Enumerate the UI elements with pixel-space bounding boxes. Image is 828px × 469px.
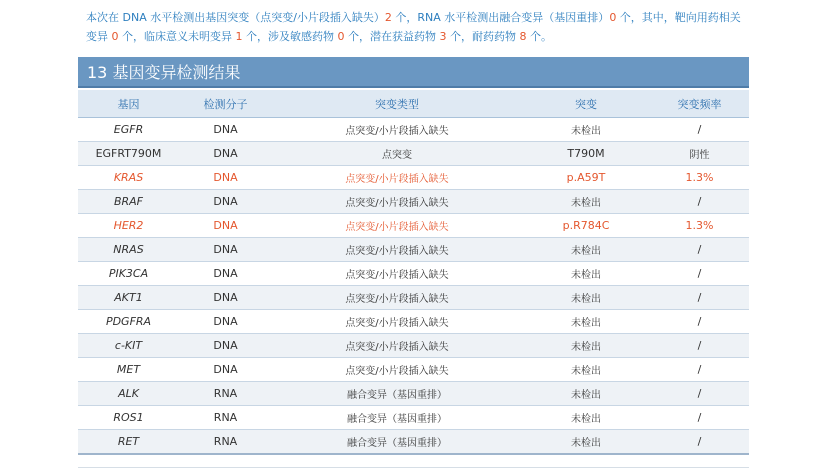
mutation-type-cell: 点突变 [272, 142, 522, 166]
table-row [78, 406, 749, 430]
mutation-cell: p.A59T [522, 166, 650, 190]
gene-cell: RET [78, 430, 179, 455]
mutation-type-cell: 点突变/小片段插入缺失 [272, 238, 522, 262]
mutation-type-cell: 融合变异（基因重排） [272, 406, 522, 430]
gene-result-table [78, 90, 749, 455]
summary-text-part: 个，其中，靶向用药相关 [616, 11, 741, 24]
frequency-cell: / [650, 310, 749, 334]
gene-cell: MET [78, 358, 179, 382]
mutation-type-cell: 点突变/小片段插入缺失 [272, 358, 522, 382]
table-row [78, 118, 749, 142]
molecule-cell: DNA [179, 166, 272, 190]
gene-cell: c-KIT [78, 334, 179, 358]
mutation-type-cell: 点突变/小片段插入缺失 [272, 166, 522, 190]
section-title: 13 基因变异检测结果 [78, 57, 749, 88]
vus-count: 1 [235, 30, 243, 43]
gene-cell: KRAS [78, 166, 179, 190]
frequency-cell: / [650, 286, 749, 310]
dna-mutation-count: 2 [384, 11, 392, 24]
summary-line-2 [86, 27, 756, 46]
sensitive-drug-count: 0 [337, 30, 345, 43]
table-row [78, 190, 749, 214]
frequency-cell: / [650, 334, 749, 358]
gene-cell: NRAS [78, 238, 179, 262]
table-row [78, 310, 749, 334]
molecule-cell: RNA [179, 382, 272, 406]
molecule-cell: RNA [179, 430, 272, 455]
summary-text-part: 变异 [86, 30, 112, 43]
summary-text-part: 个，涉及敏感药物 [242, 30, 338, 43]
rna-fusion-count: 0 [609, 11, 617, 24]
molecule-cell: DNA [179, 286, 272, 310]
mutation-cell: T790M [522, 142, 650, 166]
table-row [78, 334, 749, 358]
frequency-cell: 阴性 [650, 142, 749, 166]
mutation-type-cell: 融合变异（基因重排） [272, 382, 522, 406]
mutation-cell: 未检出 [522, 430, 650, 455]
mutation-type-cell: 点突变/小片段插入缺失 [272, 286, 522, 310]
gene-cell: PIK3CA [78, 262, 179, 286]
summary-text [86, 8, 756, 46]
frequency-cell: / [650, 358, 749, 382]
mutation-type-cell: 点突变/小片段插入缺失 [272, 190, 522, 214]
table-row [78, 358, 749, 382]
table-row [78, 214, 749, 238]
header-gene: 基因 [78, 90, 179, 118]
table-row [78, 166, 749, 190]
mutation-type-cell: 点突变/小片段插入缺失 [272, 118, 522, 142]
mutation-type-cell: 点突变/小片段插入缺失 [272, 214, 522, 238]
molecule-cell: DNA [179, 262, 272, 286]
table-row [78, 262, 749, 286]
frequency-cell: / [650, 430, 749, 455]
frequency-cell: 1.3% [650, 166, 749, 190]
frequency-cell: / [650, 238, 749, 262]
mutation-cell: 未检出 [522, 382, 650, 406]
table-row [78, 142, 749, 166]
gene-cell: EGFR [78, 118, 179, 142]
molecule-cell: DNA [179, 238, 272, 262]
gene-cell: AKT1 [78, 286, 179, 310]
molecule-cell: DNA [179, 142, 272, 166]
summary-text-part: 个，潜在获益药物 [344, 30, 440, 43]
summary-text-part: 个，耐药药物 [446, 30, 520, 43]
mutation-cell: 未检出 [522, 118, 650, 142]
header-mutation: 突变 [522, 90, 650, 118]
section-divider [78, 467, 749, 468]
mutation-cell: 未检出 [522, 310, 650, 334]
molecule-cell: DNA [179, 214, 272, 238]
molecule-cell: DNA [179, 358, 272, 382]
frequency-cell: / [650, 262, 749, 286]
molecule-cell: RNA [179, 406, 272, 430]
gene-cell: ROS1 [78, 406, 179, 430]
mutation-type-cell: 融合变异（基因重排） [272, 430, 522, 455]
frequency-cell: 1.3% [650, 214, 749, 238]
table-row [78, 286, 749, 310]
table-row [78, 430, 749, 455]
gene-cell: BRAF [78, 190, 179, 214]
resistant-drug-count: 8 [519, 30, 527, 43]
mutation-cell: p.R784C [522, 214, 650, 238]
molecule-cell: DNA [179, 118, 272, 142]
header-frequency: 突变频率 [650, 90, 749, 118]
header-mutation-type: 突变类型 [272, 90, 522, 118]
frequency-cell: / [650, 406, 749, 430]
potential-benefit-drug-count: 3 [439, 30, 447, 43]
table-row [78, 238, 749, 262]
mutation-type-cell: 点突变/小片段插入缺失 [272, 310, 522, 334]
frequency-cell: / [650, 382, 749, 406]
molecule-cell: DNA [179, 310, 272, 334]
gene-cell: EGFRT790M [78, 142, 179, 166]
gene-cell: ALK [78, 382, 179, 406]
summary-text-part: 个，临床意义未明变异 [118, 30, 236, 43]
mutation-type-cell: 点突变/小片段插入缺失 [272, 334, 522, 358]
table-row [78, 382, 749, 406]
frequency-cell: / [650, 190, 749, 214]
mutation-cell: 未检出 [522, 358, 650, 382]
summary-text-part: 个。 [526, 30, 552, 43]
molecule-cell: DNA [179, 334, 272, 358]
mutation-cell: 未检出 [522, 262, 650, 286]
gene-cell: PDGFRA [78, 310, 179, 334]
summary-text-part: 个，RNA 水平检测出融合变异（基因重排） [391, 11, 610, 24]
frequency-cell: / [650, 118, 749, 142]
gene-cell: HER2 [78, 214, 179, 238]
targeted-variant-count: 0 [111, 30, 119, 43]
table-header-row [78, 90, 749, 118]
molecule-cell: DNA [179, 190, 272, 214]
mutation-cell: 未检出 [522, 190, 650, 214]
mutation-cell: 未检出 [522, 334, 650, 358]
mutation-cell: 未检出 [522, 286, 650, 310]
mutation-cell: 未检出 [522, 406, 650, 430]
summary-line-1 [86, 8, 756, 27]
header-molecule: 检测分子 [179, 90, 272, 118]
mutation-type-cell: 点突变/小片段插入缺失 [272, 262, 522, 286]
summary-text-part: 本次在 DNA 水平检测出基因突变（点突变/小片段插入缺失） [86, 11, 385, 24]
mutation-cell: 未检出 [522, 238, 650, 262]
